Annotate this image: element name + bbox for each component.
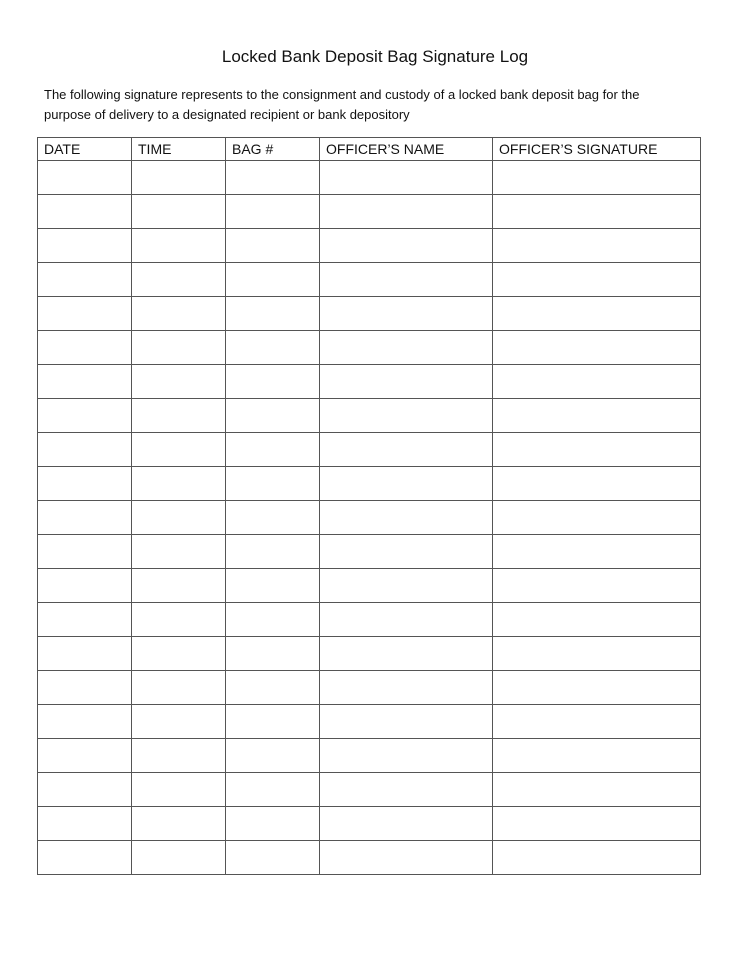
date-cell[interactable] xyxy=(38,467,132,501)
officer-name-cell[interactable] xyxy=(320,705,493,739)
table-row xyxy=(38,637,701,671)
date-cell[interactable] xyxy=(38,433,132,467)
time-cell[interactable] xyxy=(132,535,226,569)
time-cell[interactable] xyxy=(132,365,226,399)
time-cell[interactable] xyxy=(132,773,226,807)
time-cell[interactable] xyxy=(132,603,226,637)
date-cell[interactable] xyxy=(38,773,132,807)
time-cell[interactable] xyxy=(132,807,226,841)
officer-signature-cell[interactable] xyxy=(493,739,701,773)
officer-signature-cell[interactable] xyxy=(493,535,701,569)
date-cell[interactable] xyxy=(38,365,132,399)
table-row xyxy=(38,331,701,365)
officer-name-cell[interactable] xyxy=(320,161,493,195)
table-row xyxy=(38,569,701,603)
bag-number-cell[interactable] xyxy=(226,705,320,739)
time-cell[interactable] xyxy=(132,671,226,705)
date-cell[interactable] xyxy=(38,841,132,875)
table-row xyxy=(38,603,701,637)
header-time: TIME xyxy=(132,138,226,161)
bag-number-cell[interactable] xyxy=(226,603,320,637)
date-cell[interactable] xyxy=(38,195,132,229)
intro-paragraph xyxy=(44,85,704,125)
officer-signature-cell[interactable] xyxy=(493,671,701,705)
officer-name-cell[interactable] xyxy=(320,501,493,535)
officer-signature-cell[interactable] xyxy=(493,331,701,365)
time-cell[interactable] xyxy=(132,501,226,535)
date-cell[interactable] xyxy=(38,501,132,535)
officer-signature-cell[interactable] xyxy=(493,501,701,535)
date-cell[interactable] xyxy=(38,569,132,603)
bag-number-cell[interactable] xyxy=(226,263,320,297)
table-row xyxy=(38,705,701,739)
time-cell[interactable] xyxy=(132,637,226,671)
date-cell[interactable] xyxy=(38,161,132,195)
date-cell[interactable] xyxy=(38,603,132,637)
officer-name-cell[interactable] xyxy=(320,739,493,773)
date-cell[interactable] xyxy=(38,739,132,773)
officer-signature-cell[interactable] xyxy=(493,705,701,739)
time-cell[interactable] xyxy=(132,263,226,297)
table-row xyxy=(38,161,701,195)
time-cell[interactable] xyxy=(132,739,226,773)
officer-name-cell[interactable] xyxy=(320,603,493,637)
time-cell[interactable] xyxy=(132,195,226,229)
table-row xyxy=(38,671,701,705)
officer-name-cell[interactable] xyxy=(320,569,493,603)
bag-number-cell[interactable] xyxy=(226,569,320,603)
table-row xyxy=(38,739,701,773)
table-row xyxy=(38,433,701,467)
time-cell[interactable] xyxy=(132,399,226,433)
time-cell[interactable] xyxy=(132,569,226,603)
time-cell[interactable] xyxy=(132,841,226,875)
table-header-row xyxy=(38,138,701,161)
header-bag-number: BAG # xyxy=(226,138,320,161)
table-row xyxy=(38,229,701,263)
time-cell[interactable] xyxy=(132,331,226,365)
time-cell[interactable] xyxy=(132,297,226,331)
date-cell[interactable] xyxy=(38,229,132,263)
officer-signature-cell[interactable] xyxy=(493,433,701,467)
bag-number-cell[interactable] xyxy=(226,841,320,875)
officer-name-cell[interactable] xyxy=(320,297,493,331)
table-row xyxy=(38,467,701,501)
header-date: DATE xyxy=(38,138,132,161)
officer-signature-cell[interactable] xyxy=(493,399,701,433)
intro-line-2: purpose of delivery to a designated recipient or bank depository xyxy=(44,107,410,122)
officer-name-cell[interactable] xyxy=(320,365,493,399)
bag-number-cell[interactable] xyxy=(226,399,320,433)
officer-name-cell[interactable] xyxy=(320,841,493,875)
bag-number-cell[interactable] xyxy=(226,807,320,841)
bag-number-cell[interactable] xyxy=(226,773,320,807)
officer-signature-cell[interactable] xyxy=(493,841,701,875)
officer-name-cell[interactable] xyxy=(320,467,493,501)
time-cell[interactable] xyxy=(132,433,226,467)
officer-name-cell[interactable] xyxy=(320,637,493,671)
bag-number-cell[interactable] xyxy=(226,161,320,195)
officer-signature-cell[interactable] xyxy=(493,161,701,195)
officer-name-cell[interactable] xyxy=(320,807,493,841)
officer-signature-cell[interactable] xyxy=(493,569,701,603)
header-officer-signature: OFFICER’S SIGNATURE xyxy=(493,138,701,161)
table-row xyxy=(38,365,701,399)
time-cell[interactable] xyxy=(132,705,226,739)
date-cell[interactable] xyxy=(38,399,132,433)
table-row xyxy=(38,773,701,807)
officer-name-cell[interactable] xyxy=(320,263,493,297)
date-cell[interactable] xyxy=(38,671,132,705)
officer-name-cell[interactable] xyxy=(320,433,493,467)
bag-number-cell[interactable] xyxy=(226,739,320,773)
officer-name-cell[interactable] xyxy=(320,671,493,705)
bag-number-cell[interactable] xyxy=(226,671,320,705)
officer-signature-cell[interactable] xyxy=(493,603,701,637)
officer-signature-cell[interactable] xyxy=(493,365,701,399)
date-cell[interactable] xyxy=(38,297,132,331)
time-cell[interactable] xyxy=(132,467,226,501)
officer-name-cell[interactable] xyxy=(320,331,493,365)
table-row xyxy=(38,501,701,535)
officer-signature-cell[interactable] xyxy=(493,807,701,841)
time-cell[interactable] xyxy=(132,229,226,263)
time-cell[interactable] xyxy=(132,161,226,195)
bag-number-cell[interactable] xyxy=(226,501,320,535)
officer-name-cell[interactable] xyxy=(320,229,493,263)
intro-line-1: The following signature represents to the consignment and custody of a locked bank deposit bag for the xyxy=(44,87,640,102)
bag-number-cell[interactable] xyxy=(226,637,320,671)
officer-signature-cell[interactable] xyxy=(493,229,701,263)
date-cell[interactable] xyxy=(38,637,132,671)
bag-number-cell[interactable] xyxy=(226,195,320,229)
bag-number-cell[interactable] xyxy=(226,331,320,365)
officer-signature-cell[interactable] xyxy=(493,637,701,671)
table-row xyxy=(38,399,701,433)
officer-signature-cell[interactable] xyxy=(493,195,701,229)
officer-signature-cell[interactable] xyxy=(493,263,701,297)
table-row xyxy=(38,297,701,331)
table-row xyxy=(38,841,701,875)
officer-name-cell[interactable] xyxy=(320,535,493,569)
table-row xyxy=(38,195,701,229)
bag-number-cell[interactable] xyxy=(226,365,320,399)
bag-number-cell[interactable] xyxy=(226,433,320,467)
bag-number-cell[interactable] xyxy=(226,535,320,569)
date-cell[interactable] xyxy=(38,705,132,739)
officer-signature-cell[interactable] xyxy=(493,297,701,331)
table-row xyxy=(38,807,701,841)
officer-signature-cell[interactable] xyxy=(493,773,701,807)
date-cell[interactable] xyxy=(38,263,132,297)
table-row xyxy=(38,535,701,569)
officer-name-cell[interactable] xyxy=(320,195,493,229)
officer-name-cell[interactable] xyxy=(320,773,493,807)
page-title: Locked Bank Deposit Bag Signature Log xyxy=(221,47,529,66)
date-cell[interactable] xyxy=(38,535,132,569)
table-body xyxy=(38,161,701,875)
header-officer-name: OFFICER’S NAME xyxy=(320,138,493,161)
date-cell[interactable] xyxy=(38,807,132,841)
date-cell[interactable] xyxy=(38,331,132,365)
bag-number-cell[interactable] xyxy=(226,467,320,501)
bag-number-cell[interactable] xyxy=(226,229,320,263)
table-row xyxy=(38,263,701,297)
bag-number-cell[interactable] xyxy=(226,297,320,331)
officer-name-cell[interactable] xyxy=(320,399,493,433)
signature-log-table xyxy=(37,137,701,875)
officer-signature-cell[interactable] xyxy=(493,467,701,501)
